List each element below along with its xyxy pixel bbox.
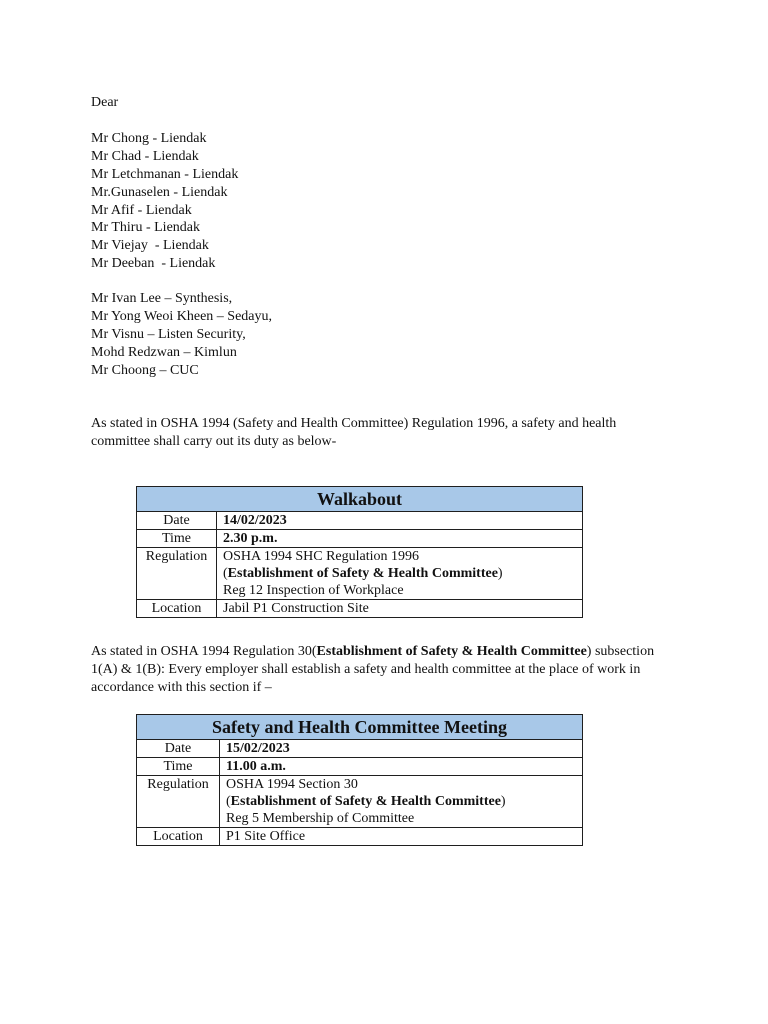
time-label: Time <box>137 530 217 548</box>
regulation-line: Reg 12 Inspection of Workplace <box>223 583 404 598</box>
recipient-line: Mr Visnu – Listen Security, <box>91 327 246 342</box>
recipient-line: Mr Ivan Lee – Synthesis, <box>91 291 233 306</box>
recipient-line: Mr Thiru - Liendak <box>91 220 200 235</box>
date-label: Date <box>137 512 217 530</box>
recipient-line: Mr.Gunaselen - Liendak <box>91 185 228 200</box>
intro-paragraph: As stated in OSHA 1994 (Safety and Health Committee) Regulation 1996, a safety and health committee shall carry out its duty as below- <box>91 416 620 449</box>
time-value: 11.00 a.m. <box>220 758 583 776</box>
recipient-line: Mr Chad - Liendak <box>91 149 199 164</box>
regulation-line: OSHA 1994 SHC Regulation 1996 <box>223 549 420 564</box>
location-label: Location <box>137 600 217 618</box>
date-label: Date <box>137 740 220 758</box>
recipient-line: Mr Afif - Liendak <box>91 203 192 218</box>
location-label: Location <box>137 828 220 846</box>
date-value: 14/02/2023 <box>217 512 583 530</box>
date-value: 15/02/2023 <box>220 740 583 758</box>
regulation-bold: Establishment of Safety & Health Committee <box>227 566 498 581</box>
greeting: Dear <box>91 95 119 110</box>
recipient-line: Mr Deeban - Liendak <box>91 256 216 271</box>
location-value: P1 Site Office <box>220 828 583 846</box>
recipient-line: Mr Yong Weoi Kheen – Sedayu, <box>91 309 272 324</box>
regulation-label: Regulation <box>137 776 220 828</box>
recipient-line: Mr Viejay - Liendak <box>91 238 209 253</box>
regulation-line: (Establishment of Safety & Health Committee) <box>223 566 503 581</box>
walkabout-title: Walkabout <box>137 487 583 512</box>
location-value: Jabil P1 Construction Site <box>217 600 583 618</box>
regulation-bold: Establishment of Safety & Health Committee <box>230 794 501 809</box>
regulation-line: OSHA 1994 Section 30 <box>226 777 358 792</box>
meeting-table <box>136 714 583 846</box>
regulation-value <box>217 548 583 600</box>
meeting-title: Safety and Health Committee Meeting <box>137 715 583 740</box>
time-label: Time <box>137 758 220 776</box>
recipient-line: Mr Chong - Liendak <box>91 131 207 146</box>
regulation-label: Regulation <box>137 548 217 600</box>
regulation-line: (Establishment of Safety & Health Committee) <box>226 794 506 809</box>
recipient-line: Mohd Redzwan – Kimlun <box>91 345 237 360</box>
regulation-paragraph: As stated in OSHA 1994 Regulation 30(Establishment of Safety & Health Committee) subsection 1(A) & 1(B): Every employer shall establish a safety and health committee at the place of work in accordance with this section if – <box>91 644 658 695</box>
recipient-line: Mr Letchmanan - Liendak <box>91 167 239 182</box>
regulation-line: Reg 5 Membership of Committee <box>226 811 415 826</box>
regulation-value <box>220 776 583 828</box>
walkabout-table <box>136 486 583 618</box>
recipient-line: Mr Choong – CUC <box>91 363 199 378</box>
time-value: 2.30 p.m. <box>217 530 583 548</box>
